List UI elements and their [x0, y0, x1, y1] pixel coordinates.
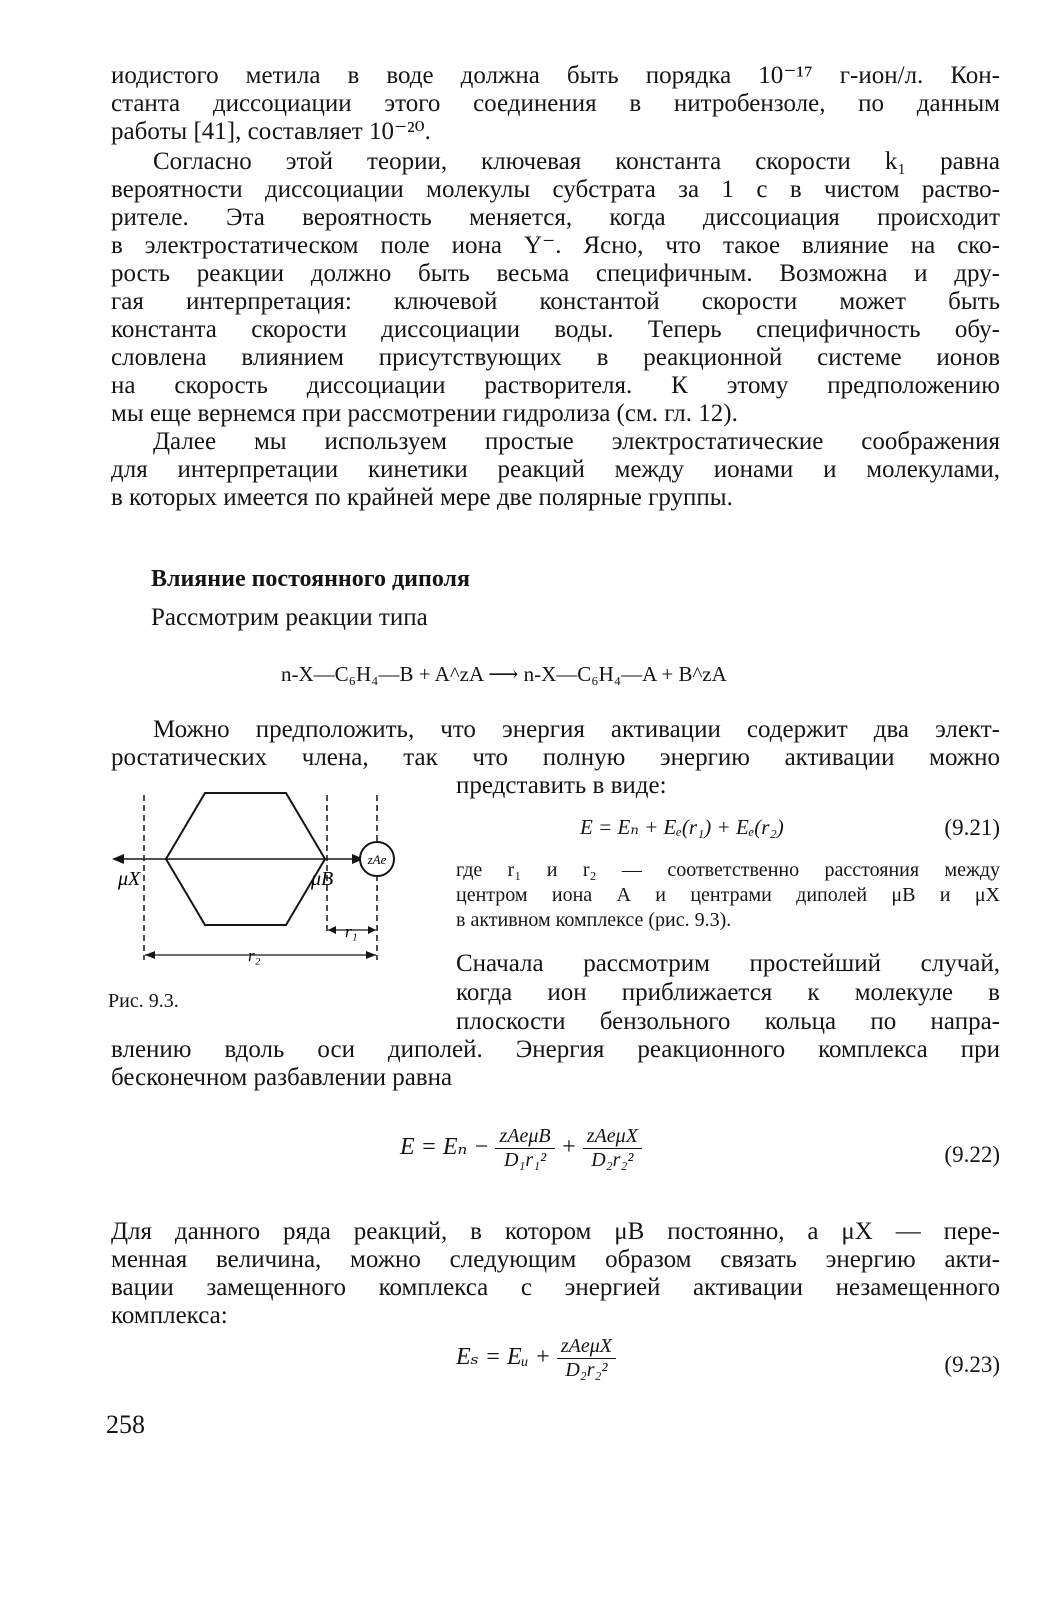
- numerator: zAeμB: [495, 1125, 554, 1149]
- fraction: [583, 1125, 642, 1172]
- fraction: [557, 1335, 616, 1382]
- text-line: менная величина, можно следующим образом связать энергию акти-: [111, 1246, 1000, 1273]
- section-heading: Влияние постоянного диполя: [151, 566, 470, 592]
- fraction: [495, 1125, 554, 1172]
- text-line: Согласно этой теории, ключевая константа скорости k₁ равна: [153, 148, 1000, 175]
- text-line: представить в виде:: [456, 772, 667, 799]
- text-line: вероятности диссоциации молекулы субстрата за 1 с в чистом раство-: [111, 176, 1000, 203]
- r1-arrow: [328, 926, 336, 934]
- text-line: для интерпретации кинетики реакций между ионами и молекулами,: [111, 456, 1000, 483]
- intro-text: Рассмотрим реакции типа: [151, 604, 428, 631]
- eq-lhs: E = Eₙ −: [400, 1134, 490, 1161]
- text-line: Можно предположить, что энергия активации содержит два элект-: [153, 716, 1000, 743]
- text-line: бесконечном разбавлении равна: [111, 1064, 453, 1091]
- text-line: в которых имеется по крайней мере две полярные группы.: [111, 484, 733, 511]
- text-line: когда ион приближается к молекуле в: [456, 979, 1000, 1006]
- text-line: иодистого метила в воде должна быть порядка 10⁻¹⁷ г-ион/л. Кон-: [111, 62, 1000, 89]
- text-line: рость реакции должно быть весьма специфичным. Возможна и дру-: [111, 260, 1000, 287]
- r1-arrow: [368, 926, 376, 934]
- denominator: D₂r₂²: [591, 1149, 634, 1171]
- text-line: на скорость диссоциации растворителя. К этому предположению: [111, 372, 1000, 399]
- r2-label: r₂: [248, 946, 261, 965]
- text-line: словлена влиянием присутствующих в реакционной системе ионов: [111, 344, 1000, 371]
- equation-9-23: [456, 1335, 616, 1382]
- equation-number: (9.23): [944, 1352, 1000, 1377]
- equation-9-21: E = Eₙ + Eₑ(r₁) + Eₑ(r₂): [580, 815, 784, 839]
- denominator: D₂r₂²: [565, 1359, 608, 1381]
- equation-9-22: [400, 1125, 642, 1172]
- plus-sign: +: [560, 1134, 577, 1161]
- r2-arrow: [145, 951, 155, 959]
- text-line: в электростатическом поле иона Y⁻. Ясно, что такое влияние на ско-: [111, 232, 1000, 259]
- text-line: константа скорости диссоциации воды. Теперь специфичность обу-: [111, 316, 1000, 343]
- figure-caption: Рис. 9.3.: [108, 990, 179, 1012]
- figure-9-3: [108, 785, 408, 985]
- mu-x-label: μX: [118, 868, 141, 890]
- text-line: Сначала рассмотрим простейший случай,: [456, 950, 1000, 977]
- arrow-head-left: [112, 854, 124, 864]
- denominator: D₁r₁²: [503, 1149, 547, 1171]
- mu-b-label: μB: [311, 868, 334, 890]
- text-line: комплекса:: [111, 1302, 228, 1329]
- text-line: влению вдоль оси диполей. Энергия реакционного комплекса при: [111, 1036, 1000, 1063]
- caption-line: центром иона А и центрами диполей μB и μX: [456, 884, 1000, 906]
- caption-line: в активном комплексе (рис. 9.3).: [456, 909, 732, 931]
- text-line: рителе. Эта вероятность меняется, когда диссоциация происходит: [111, 204, 1000, 231]
- reaction-equation: n-X—C₆H₄—B + A^zA ⟶ n-X—C₆H₄—A + B^zA: [281, 662, 727, 686]
- r1-label: r₁: [345, 922, 358, 941]
- text-line: Для данного ряда реакций, в котором μB постоянно, а μX — пере-: [111, 1218, 1000, 1245]
- text-line: мы еще вернемся при рассмотрении гидролиза (см. гл. 12).: [111, 400, 738, 427]
- equation-number: (9.22): [944, 1142, 1000, 1167]
- ion-label: zAe: [367, 852, 387, 867]
- text-line: вации замещенного комплекса с энергией активации незамещенного: [111, 1274, 1000, 1301]
- text-line: гая интерпретация: ключевой константой скорости может быть: [111, 288, 1000, 315]
- numerator: zAeμX: [557, 1335, 616, 1359]
- r2-arrow: [366, 951, 376, 959]
- page-number: 258: [106, 1410, 145, 1439]
- text-line: плоскости бензольного кольца по напра-: [456, 1008, 1000, 1035]
- text-line: Далее мы используем простые электростатические соображения: [153, 428, 1000, 455]
- numerator: zAeμX: [583, 1125, 642, 1149]
- text-line: ростатических члена, так что полную энергию активации можно: [111, 744, 1000, 771]
- text-line: станта диссоциации этого соединения в нитробензоле, по данным: [111, 90, 1000, 117]
- text-line: работы [41], составляет 10⁻²⁰.: [111, 118, 431, 145]
- equation-number: (9.21): [944, 815, 1000, 840]
- caption-line: где r₁ и r₂ — соответственно расстояния между: [456, 859, 1000, 881]
- eq-lhs: Eₛ = Eᵤ +: [456, 1344, 551, 1371]
